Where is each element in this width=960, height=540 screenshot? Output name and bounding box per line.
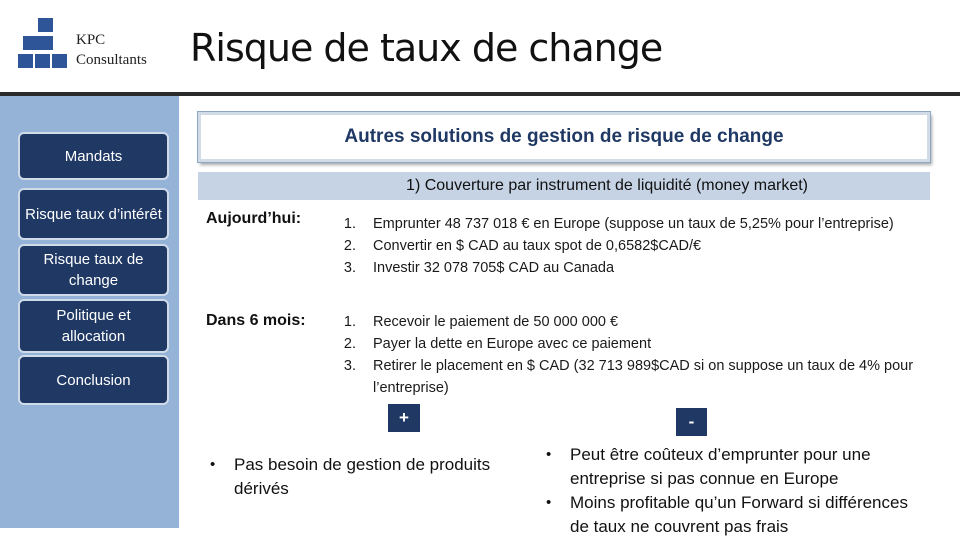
con-text: Moins profitable qu’un Forward si différences de taux ne couvrent pas frais	[570, 493, 908, 536]
sidebar-item-mandats[interactable]: Mandats	[18, 132, 169, 180]
list-item	[540, 491, 920, 539]
step-text: Convertir en $ CAD au taux spot de 0,6582$CAD/€	[373, 238, 702, 254]
step-text: Emprunter 48 737 018 € en Europe (suppose un taux de 5,25% pour l’entreprise)	[373, 216, 894, 232]
list-item	[336, 333, 926, 355]
pros-list	[204, 453, 534, 501]
list-item	[204, 453, 534, 501]
sidebar-item-risque-taux-interet[interactable]: Risque taux d’intérêt	[18, 188, 169, 240]
step-number: 1.	[343, 314, 356, 330]
six-months-label: Dans 6 mois:	[206, 312, 306, 329]
list-item	[540, 443, 920, 491]
today-steps	[336, 213, 926, 279]
section-header: Autres solutions de gestion de risque de change	[198, 112, 930, 162]
logo	[0, 0, 179, 94]
list-item	[336, 235, 926, 257]
step-number: 1.	[343, 216, 356, 232]
sidebar-item-conclusion[interactable]: Conclusion	[18, 355, 169, 405]
pros-badge: +	[388, 404, 420, 432]
today-label: Aujourd’hui:	[206, 210, 302, 227]
subsection-bar: 1) Couverture par instrument de liquidité (money market)	[198, 172, 930, 200]
bullet-icon: •	[210, 456, 216, 473]
cons-badge: -	[676, 408, 707, 436]
list-item	[336, 213, 926, 235]
six-months-steps	[336, 311, 926, 399]
bullet-icon: •	[546, 446, 552, 463]
step-text: Payer la dette en Europe avec ce paiement	[373, 336, 652, 352]
title-divider	[0, 92, 960, 96]
stacked-squares-logo-icon	[18, 18, 74, 70]
page-title: Risque de taux de change	[190, 26, 663, 70]
sidebar-item-politique-allocation[interactable]: Politique et allocation	[18, 299, 169, 353]
step-number: 2.	[343, 336, 356, 352]
logo-line-1: KPC	[76, 32, 106, 48]
con-text: Peut être coûteux d’emprunter pour une entreprise si pas connue en Europe	[570, 445, 871, 488]
step-text: Recevoir le paiement de 50 000 000 €	[373, 314, 619, 330]
step-text: Investir 32 078 705$ CAD au Canada	[373, 260, 615, 276]
list-item	[336, 355, 926, 399]
step-number: 3.	[343, 260, 356, 276]
logo-text	[76, 30, 147, 70]
step-text: Retirer le placement en $ CAD (32 713 989$CAD si on suppose un taux de 4% pour l’entreprise)	[373, 358, 914, 396]
cons-list	[540, 443, 920, 539]
list-item	[336, 311, 926, 333]
pro-text: Pas besoin de gestion de produits dérivés	[234, 455, 491, 498]
step-number: 2.	[343, 238, 356, 254]
step-number: 3.	[343, 358, 356, 374]
sidebar-item-risque-taux-change[interactable]: Risque taux de change	[18, 244, 169, 296]
logo-line-2: Consultants	[76, 52, 147, 68]
bullet-icon: •	[546, 494, 552, 511]
list-item	[336, 257, 926, 279]
